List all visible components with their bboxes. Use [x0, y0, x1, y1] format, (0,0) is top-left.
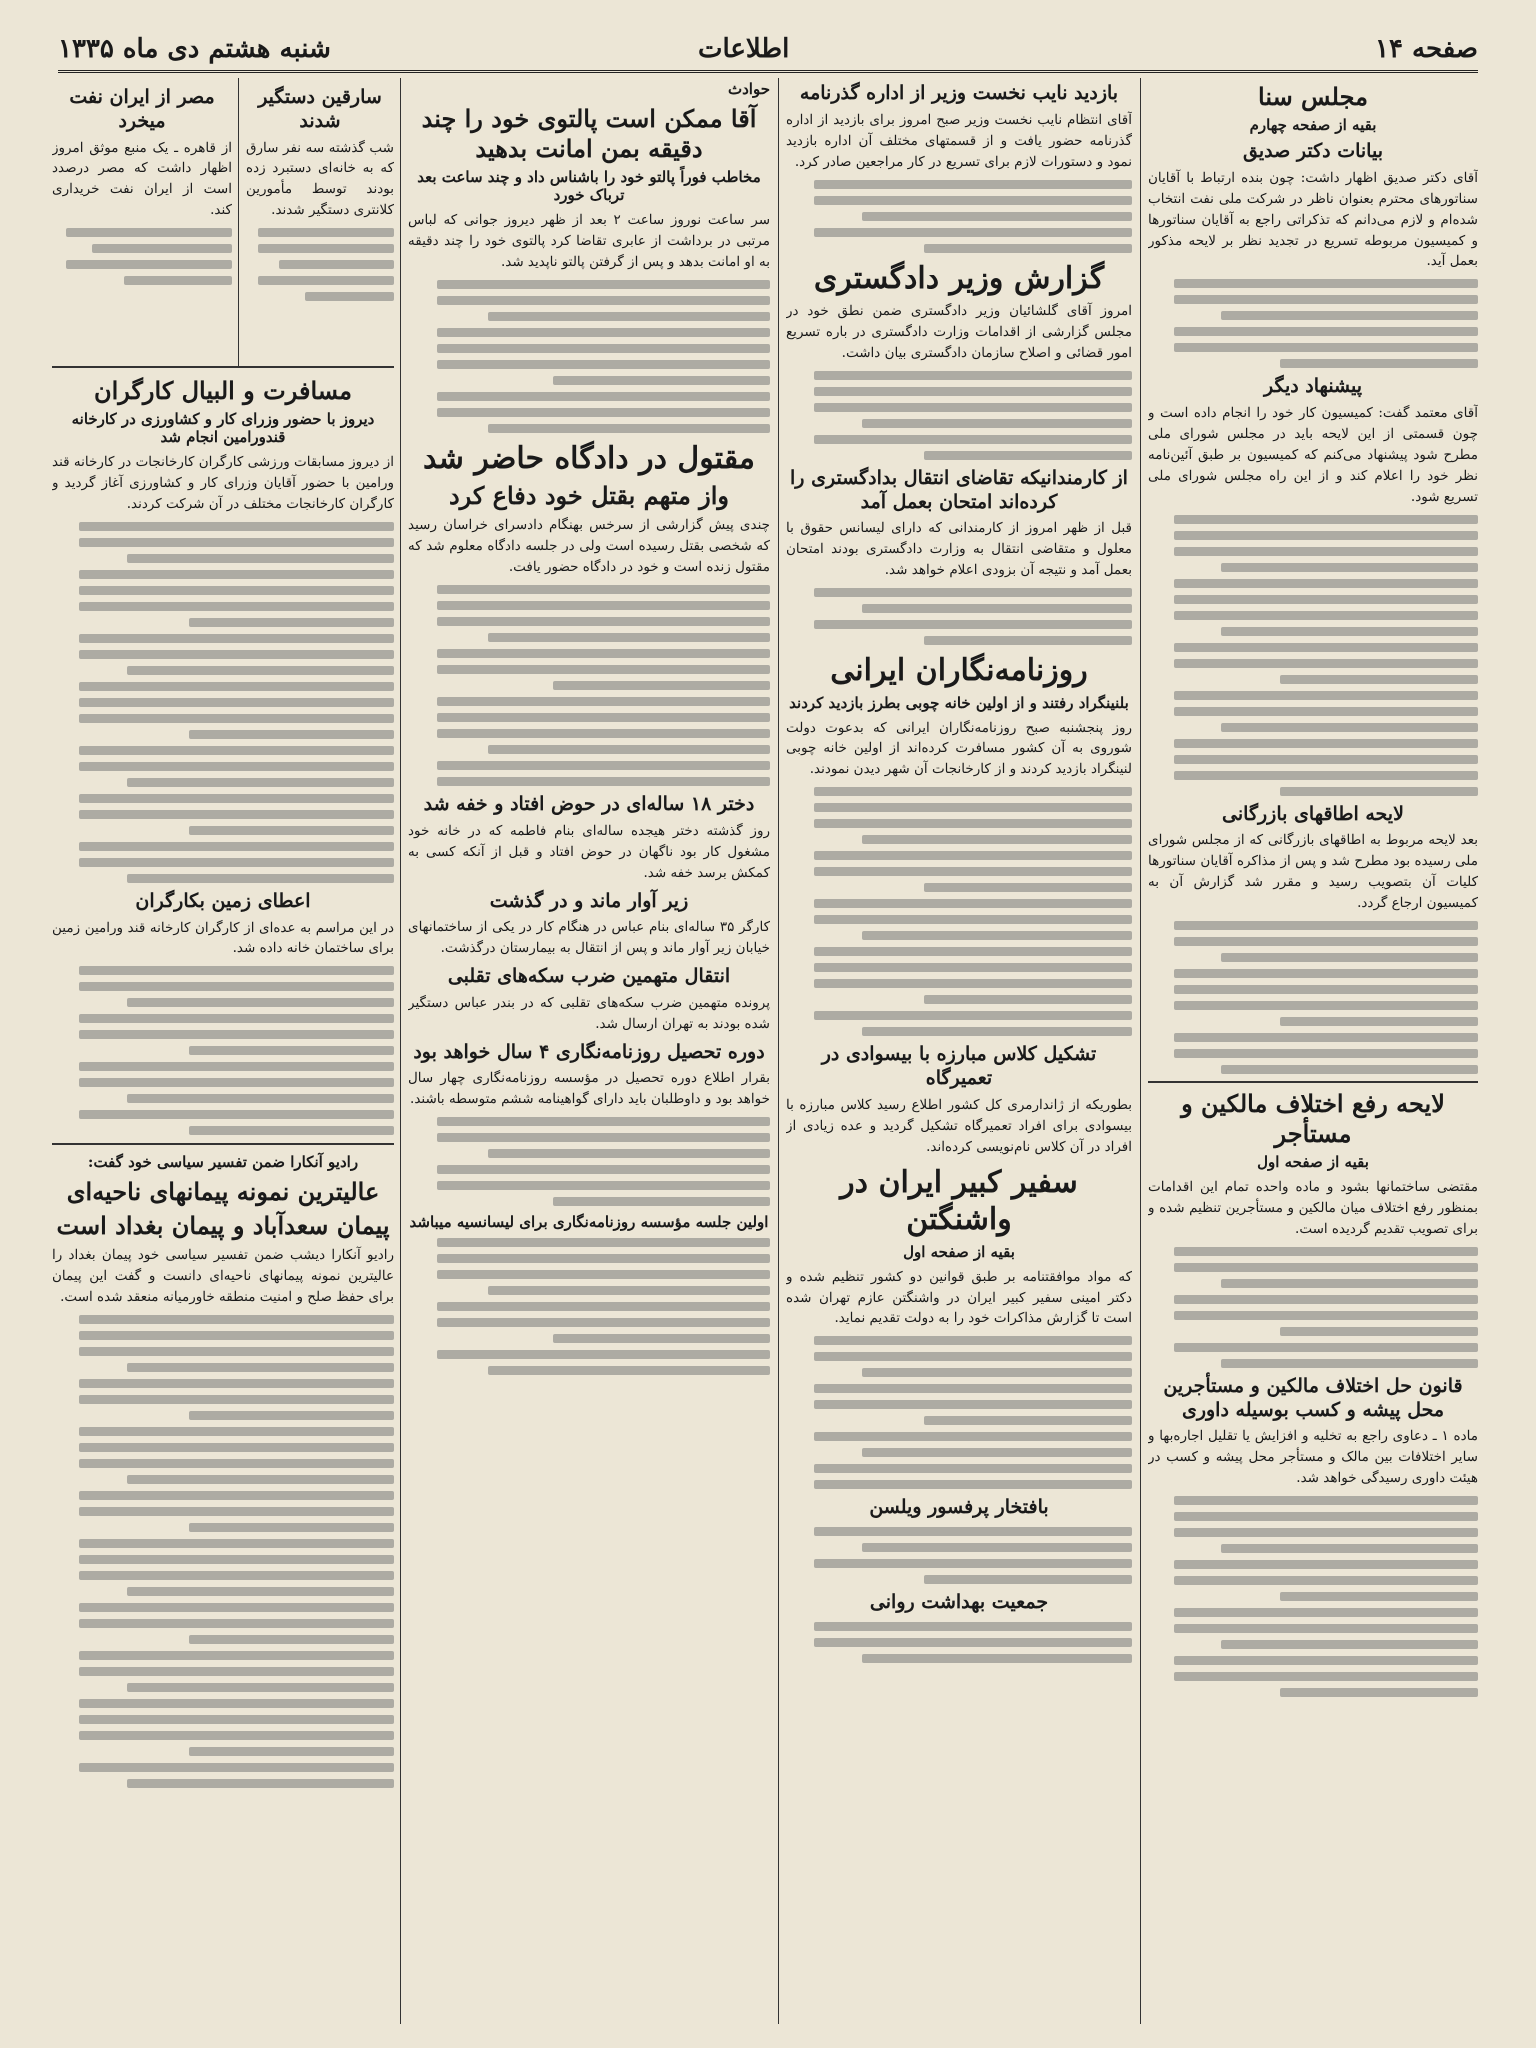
subhead-sadigh: بیانات دکتر صدیق [1243, 140, 1383, 162]
article-text: ماده ۱ ـ دعاوی راجع به تخلیه و افزایش یا تقلیل اجاره‌بها و سایر اختلافات بین مالک و مستأجر محل پیشه و کسب در هیئت داوری رسیدگی خواهد شد. [1148, 1428, 1478, 1487]
headline-justice-report: گزارش وزیر دادگستری [813, 260, 1105, 296]
radio-ankara-kicker: رادیو آنکارا ضمن تفسیر سیاسی خود گفت: [87, 1153, 359, 1172]
article-text: شب گذشته سه نفر سارق که به خانه‌ای دستبرد زده بودند توسط مأمورین کلانتری دستگیر شدند. [246, 139, 394, 219]
section-rule [1148, 1081, 1478, 1083]
headline-egypt-oil: مصر از ایران نفت میخرد [69, 86, 215, 132]
column-senate [1148, 78, 1478, 2024]
section-rule [52, 366, 394, 368]
course-note: اولین جلسه مؤسسه روزنامه‌نگاری برای لیسانسیه میباشد [409, 1213, 769, 1232]
text-lines [52, 228, 232, 285]
column-news [786, 78, 1132, 2024]
text-lines [786, 787, 1132, 1036]
headline-senate: مجلس سنا [1258, 82, 1368, 111]
headline-literacy-class: تشکیل کلاس مبارزه با بیسوادی در تعمیرگاه [821, 1043, 1097, 1090]
subhead-law: قانون حل اختلاف مالکین و مستأجرین محل پیشه و کسب بوسیله داوری [1163, 1374, 1463, 1421]
headline-rubble: زیر آوار ماند و در گذشت [489, 889, 689, 912]
text-lines [408, 585, 770, 786]
text-lines [786, 180, 1132, 253]
column-workers [52, 372, 394, 2022]
column-egypt-oil [52, 82, 232, 362]
column-incidents [408, 78, 770, 2024]
article-text: چندی پیش گزارشی از سرخس بهنگام دادسرای خراسان رسید که شخصی بقتل رسیده است ولی در جلسه دادگاه معلوم شد که مقتول زنده است و خود در دادگاه حضور یافت. [408, 517, 770, 576]
headline-passport-visit: بازدید نایب نخست وزیر از اداره گذرنامه [799, 82, 1119, 104]
text-lines [1148, 279, 1478, 368]
headline-thieves: سارقین دستگیر شدند [258, 86, 382, 132]
text-lines [1148, 1496, 1478, 1697]
text-lines [786, 1622, 1132, 1663]
column-rule [1140, 78, 1141, 2024]
continued-note: بقیه از صفحه اول [903, 1242, 1015, 1261]
subhead-proposal: پیشنهاد دیگر [1263, 375, 1363, 398]
headline-landlords: لایحه رفع اختلاف مالکین و مستأجر [1181, 1089, 1445, 1149]
text-lines [52, 1315, 394, 1788]
paper-name: اطلاعات [698, 34, 790, 64]
section-kicker: حوادث [728, 80, 770, 98]
continued-note: بقیه از صفحه چهارم [1249, 116, 1377, 134]
column-rule [400, 78, 401, 2024]
headline-coat: آقا ممکن است پالتوی خود را چند دقیقه بمن امانت بدهید [421, 104, 757, 163]
article-text: رادیو آنکارا دیشب ضمن تفسیر سیاسی خود پیمان بغداد را عالیترین نمونه پیمانهای ناحیه‌ای دانست و گفت این پیمان برای حفظ صلح و امنیت منطقه خاورمیانه منعقد شده است. [52, 1247, 394, 1306]
headline-ambassador: سفیر کبیر ایران در واشنگتن [840, 1164, 1078, 1238]
article-text: آقای دکتر صدیق اظهار داشت: چون بنده ارتباط با آقایان سناتورهای محترم بعنوان ناظر در شرکت ملی نفت انتخاب شده‌ام و لازم می‌دانم که تذکراتی راجع به آقایان سناتورها و کمیسیون مربوطه تسریع در تجدید نظر بر لایحه مذکور بعمل آید. [1148, 169, 1478, 270]
masthead [58, 30, 1478, 73]
text-lines [786, 588, 1132, 645]
article-text: کارگر ۳۵ ساله‌ای بنام عباس در هنگام کار در یکی از ساختمانهای خیابان زیر آوار ماند و پس از انتقال به بیمارستان درگذشت. [408, 919, 770, 957]
headline-counterfeit: انتقال متهمین ضرب سکه‌های تقلبی [447, 965, 731, 988]
column-rule [778, 78, 779, 2024]
headline-journalists: روزنامه‌نگاران ایرانی [830, 653, 1088, 689]
text-lines [1148, 921, 1478, 1074]
article-text: روز پنجشنبه صبح روزنامه‌نگاران ایرانی که بدعوت دولت شوروی به آن کشور مسافرت کرده‌اند از اولین خانه چوبی لنینگراد بازدید کردند و از کارخانجات آن شهر دیدن نمودند. [786, 719, 1132, 778]
article-text: بقرار اطلاع دوره تحصیل در مؤسسه روزنامه‌نگاری چهار سال خواهد بود و داوطلبان باید دارای گواهینامه ششم متوسطه باشند. [408, 1070, 770, 1108]
subhead-land: اعطای زمین بکارگران [135, 889, 311, 912]
text-lines [52, 966, 394, 1135]
text-lines [786, 1336, 1132, 1489]
article-text: آقای انتظام نایب نخست وزیر صبح امروز برای بازدید از اداره گذرنامه حضور یافت و از قسمتهای مختلف آن اداره بازدید نمود و دستورات لازم برای تسریع در کار مراجعین صادر کرد. [786, 111, 1132, 170]
text-lines [52, 522, 394, 883]
article-text: بطوریکه از ژاندارمری کل کشور اطلاع رسید کلاس مبارزه با بیسوادی برای افراد تعمیرگاه تشکیل گردید و عده زیادی از افراد در آن کلاس نام‌نویسی کرده‌اند. [786, 1096, 1132, 1155]
headline-victim-court: مقتول در دادگاه حاضر شد [422, 440, 755, 476]
article-text: آقای معتمد گفت: کمیسیون کار خود را انجام داده است و چون قسمتی از این لایحه باید در مجلس شورای ملی مطرح شود پیشنهاد می‌کنم که کمیسیون بر طبق آئین‌نامه نظر خود را اعلام کند و از این راه مجلس شورای ملی تسریع شود. [1148, 405, 1478, 505]
subhead-victim-court: واز متهم بقتل خود دفاع کرد [448, 481, 730, 511]
text-lines [1148, 515, 1478, 796]
article-text: روز گذشته دختر هیجده ساله‌ای بنام فاطمه که در خانه خود مشغول کار بود ناگهان در حوض افتاد و قبل از آنکه کسی به کمکش برسد خفه شد. [408, 822, 770, 881]
headline-exam: از کارمندانیکه تقاضای انتقال بدادگستری را کرده‌اند امتحان بعمل آمد [790, 466, 1128, 513]
article-text: که مواد موافقتنامه بر طبق قوانین دو کشور تنظیم شده و دکتر امینی سفیر کبیر ایران در واشنگتن عازم تهران شده است تا گزارش مذاکرات خود را به دولت تقدیم نماید. [786, 1268, 1132, 1327]
article-text: قبل از ظهر امروز از کارمندانی که دارای لیسانس حقوق با معلول و متقاضی انتقال به وزارت دادگستری بودند امتحان بعمل آمد و نتیجه آن بزودی اعلام خواهد شد. [786, 520, 1132, 579]
article-text: در این مراسم به عده‌ای از کارگران کارخانه قند ورامین زمین برای ساختمان خانه داده شد. [52, 919, 394, 957]
column-rule [238, 78, 239, 368]
text-lines [246, 228, 394, 301]
subhead-workers: دیروز با حضور وزرای کار و کشاورزی در کارخانه قندورامین انجام شد [71, 410, 375, 446]
text-lines [786, 1527, 1132, 1584]
article-text: مقتضی ساختمانها بشود و ماده واحده تمام این اقدامات بمنظور رفع اختلاف میان مالکین و مستأجرین تنظیم شده و برای تصویب تقدیم گردیده است. [1148, 1179, 1478, 1237]
subhead-coat: مخاطب فوراً پالتو خود را باشناس داد و چند ساعت بعد ترباک خورد [417, 168, 761, 204]
headline-mental-health: جمعیت بهداشت روانی [869, 1591, 1049, 1614]
headline-girl-drowned: دختر ۱۸ ساله‌ای در حوض افتاد و خفه شد [423, 793, 755, 816]
headline-saadabad: پیمان سعدآباد و پیمان بغداد است [56, 1211, 390, 1241]
text-lines [408, 1117, 770, 1206]
continued-note: بقیه از صفحه اول [1257, 1153, 1369, 1172]
article-text: از قاهره ـ یک منبع موثق امروز اظهار داشت که مصر درصدد است از ایران نفت خریداری کند. [52, 139, 232, 219]
section-rule [52, 1143, 394, 1145]
article-text: از دیروز مسابقات ورزشی کارگران کارخانجات در کارخانه قند ورامین با حضور آقایان وزرای کار و کشاورزی آغاز گردید و کارگران کارخانجات مختلف در آن شرکت کردند. [52, 454, 394, 512]
headline-workers: مسافرت و البیال کارگران [93, 376, 353, 405]
text-lines [408, 280, 770, 433]
article-text: بعد لایحه مربوط به اطاقهای بازرگانی که از مجلس شورای ملی رسیده بود مطرح شد و پس از مذاکره آقایان سناتورها کلیات آن بتصویب رسید و مقرر شد گزارش آن به کمیسیون ارجاع گردد. [1148, 832, 1478, 912]
text-lines [408, 1238, 770, 1375]
subhead-leningrad: بلنینگراد رفتند و از اولین خانه چوبی بطرز بازدید کردند [789, 693, 1129, 712]
headline-wilson: بافتخار پرفسور ویلسن [869, 1496, 1049, 1519]
headline-pacts: عالیترین نمونه پیمانهای ناحیه‌ای [66, 1177, 380, 1207]
column-thieves [246, 82, 394, 362]
article-text: پرونده متهمین ضرب سکه‌های تقلبی که در بندر عباس دستگیر شده بودند به تهران ارسال شد. [408, 994, 770, 1032]
subhead-chambers: لایحه اطاقهای بازرگانی [1222, 802, 1404, 825]
page-number: صفحه ۱۴ [1375, 34, 1478, 64]
headline-journalism-course: دوره تحصیل روزنامه‌نگاری ۴ سال خواهد بود [413, 1040, 765, 1063]
text-lines [1148, 1247, 1478, 1368]
issue-date: شنبه هشتم دی ماه ۱۳۳۵ [58, 34, 331, 64]
article-text: سر ساعت نوروز ساعت ۲ بعد از ظهر دیروز جوانی که لباس مرتبی در برداشت از عابری تقاضا کرد پالتوی خود را چند دقیقه به او امانت بدهد و پس از گرفتن پالتو ناپدید شد. [408, 212, 770, 270]
text-lines [786, 371, 1132, 460]
article-text: امروز آقای گلشائیان وزیر دادگستری ضمن نطق خود در مجلس گزارشی از اقدامات وزارت دادگستری در باره تسریع امور قضائی و اصلاح سازمان دادگستری بیان داشت. [786, 303, 1132, 361]
